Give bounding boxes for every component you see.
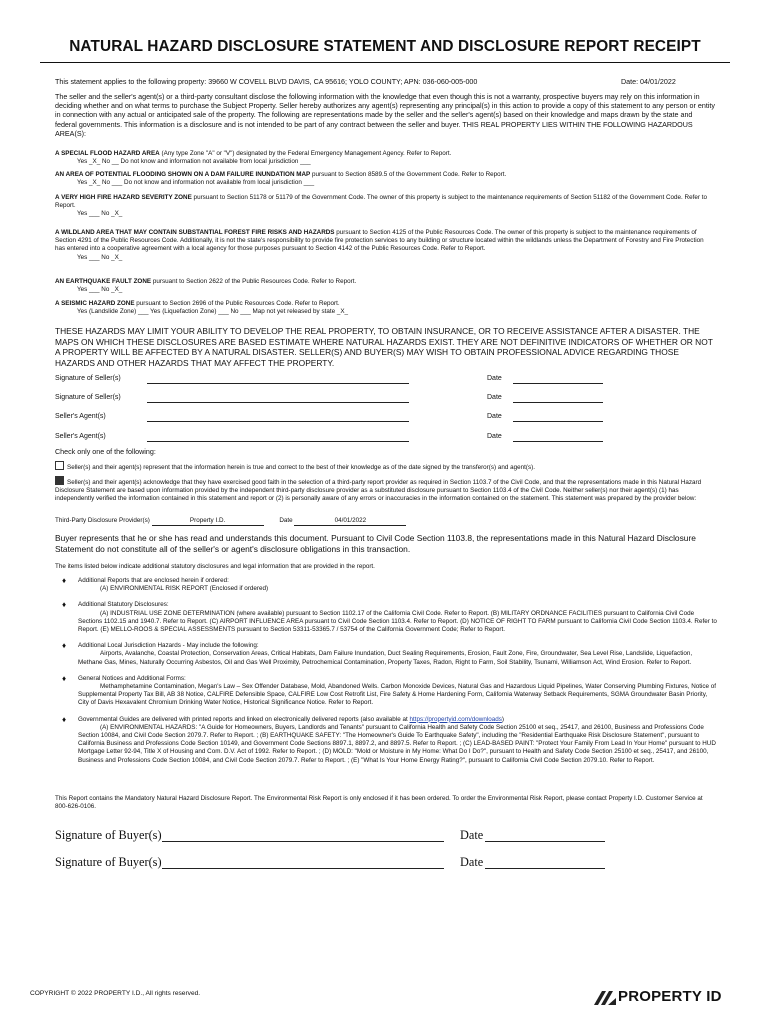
hazard-fire-text: pursuant to Section 51178 or 51179 of the Government Code. The owner of this property is subject to the maintenance requirements of Section 51182 of the Government Code. Refer to Report. bbox=[55, 194, 707, 210]
property-line bbox=[55, 78, 715, 87]
option-1-checkbox[interactable] bbox=[55, 461, 64, 470]
option-1-text: Seller(s) and their agent(s) represent that the information herein is true and correct to the best of their knowledge as of the date signed by the transferor(s) and agent(s). bbox=[67, 464, 535, 471]
option-2-text: Seller(s) and their agent(s) acknowledge that they have exercised good faith in the selection of a third-party report provider as required in Section 1103.7 of the Civil Code, and that the representations made in this Natural Hazard Disclosure Statement are based upon information provided by the independent third-party disclosure provider as a substituted disclosure pursuant to Section 1103.4 of the Civil Code. Neither seller(s) nor their agent(s) (1) has independently verified the information contained in this statement and report or (2) is personally aware of any errors or inaccuracies in the information contained on the statement. This statement was prepared by the provider below: bbox=[55, 479, 702, 503]
buyer-signature-label: Signature of Buyer(s) bbox=[55, 855, 162, 869]
signature-label: Seller's Agent(s) bbox=[55, 413, 106, 420]
provider-label: Third-Party Disclosure Provider(s) bbox=[55, 517, 150, 524]
list-item-head: Additional Reports that are enclosed herein if ordered: bbox=[78, 577, 229, 584]
hazard-flood-heading: A SPECIAL FLOOD HAZARD AREA bbox=[55, 150, 160, 157]
buyer-date-line[interactable] bbox=[485, 841, 605, 842]
list-item-body: (A) ENVIRONMENTAL HAZARDS: "A Guide for Homeowners, Buyers, Landlords and Tenants" pursuant to California Health and Safety Code Section 25100 et seq., 25417, and 26100, Business and Professions Code Section 10084, and Civil Code Section 2079.7. Refer to Report. ; (B) EARTHQUAKE SAFETY: "The Homeowner's Guide To Earthquake Safety", including the "Residential Earthquake Risk Disclosure Statement", pursuant to California Business and Professions Code Section 10149, and Government Code Sections 8897.1, 8897.2, and 8897.5. Refer to Report. ; (C) LEAD-BASED PAINT: "Protect Your Family From Lead In Your Home" pursuant to HUD Mortgage Letter 92-94, Title X of Housing and Com. D.V. Act of 1992. Refer to Report. ; (D) MOLD: "Mold or Moisture in My Home: What Do I Do?", pursuant to Health and Safety Code Section 25100 et seq., 25417, and 26100, Business and Professions Code Section 10084, and Civil Code Section 2079.7. Refer to Report. ; (E) "What Is Your Home Energy Rating?", pursuant to California Civil Code Section 2079.10. Refer to Report. bbox=[78, 723, 716, 764]
option-2 bbox=[55, 476, 715, 504]
hazard-dam-answer: Yes _X_ No ___ Do not know and information not available from local jurisdiction ___ bbox=[77, 179, 315, 187]
hazard-flood bbox=[55, 150, 715, 166]
list-item-head-end: ) bbox=[501, 715, 504, 723]
hazard-wildland-heading: A WILDLAND AREA THAT MAY CONTAIN SUBSTANTIAL FOREST FIRE RISKS AND HAZARDS bbox=[55, 229, 335, 236]
list-item bbox=[62, 673, 718, 708]
buyer-signature-line[interactable] bbox=[162, 868, 444, 869]
hazard-seismic bbox=[55, 300, 715, 316]
hazard-earthquake-answer: Yes ___ No _X_ bbox=[77, 286, 123, 294]
list-item-head: Governmental Guides are delivered with printed reports and linked on electronically delivered reports (also available at bbox=[78, 715, 410, 723]
buyer-statement: Buyer represents that he or she has read and understands this document. Pursuant to Civil Code Section 1103.8, the representations made in this Natural Hazard Disclosure Statement do not constitute all of the seller's or agent's disclosure obligations in this transaction. bbox=[55, 533, 696, 554]
bullet-icon: ♦ bbox=[62, 714, 67, 724]
bullet-list bbox=[62, 576, 718, 765]
hazard-flood-text: (Any type Zone "A" or "V") designated by the Federal Emergency Management Agency. Refer to Report. bbox=[159, 150, 452, 157]
buyer-date-label: Date bbox=[460, 855, 484, 869]
list-item bbox=[62, 576, 718, 593]
check-one-label: Check only one of the following: bbox=[55, 448, 156, 456]
date-label: Date bbox=[487, 394, 502, 401]
hazard-dam bbox=[55, 171, 715, 187]
option-2-checkbox[interactable] bbox=[55, 476, 64, 485]
signature-label: Seller's Agent(s) bbox=[55, 433, 106, 440]
list-item bbox=[62, 600, 718, 634]
hazard-dam-heading: AN AREA OF POTENTIAL FLOODING SHOWN ON A DAM FAILURE INUNDATION MAP bbox=[55, 171, 311, 178]
downloads-link[interactable]: https://propertyid.com/downloads bbox=[409, 715, 502, 723]
bullet-icon: ♦ bbox=[62, 576, 67, 585]
page-title: NATURAL HAZARD DISCLOSURE STATEMENT AND DISCLOSURE REPORT RECEIPT bbox=[69, 38, 701, 55]
date-line[interactable] bbox=[513, 421, 603, 422]
list-item-head: Additional Statutory Disclosures: bbox=[78, 601, 169, 609]
signature-line[interactable] bbox=[147, 383, 409, 384]
list-item-body: Methamphetamine Contamination, Megan's Law – Sex Offender Database, Mold, Abandoned Wells. Carbon Monoxide Devices, Natural Gas and Hazardous Liquid Pipelines, Water Conserving Plumbing Fixtures, Notice of Supplemental Property Tax Bill, AB 38 Notice, CALFIRE Defensible Space, CALFIRE Low Cost Retrofit List, Fire Safety & Home Hardening Form, California Waterway Setback Requirements, SGMA Groundwater Basin Priority, City of Davis Hexavalent Chromium Drinking Water Notice, Historical Significance Notice. Refer to Report. bbox=[78, 683, 717, 707]
hazard-wildland bbox=[55, 229, 715, 262]
buyer-signature-label: Signature of Buyer(s) bbox=[55, 828, 162, 842]
provider-name: Property I.D. bbox=[152, 517, 264, 526]
signature-label: Signature of Seller(s) bbox=[55, 394, 121, 401]
signature-row-buyer-1 bbox=[55, 828, 715, 843]
bullet-icon: ♦ bbox=[62, 673, 67, 683]
date-line[interactable] bbox=[513, 402, 603, 403]
items-intro: The items listed below indicate additional statutory disclosures and legal information that are provided in the report. bbox=[55, 563, 375, 570]
caps-warning: THESE HAZARDS MAY LIMIT YOUR ABILITY TO DEVELOP THE REAL PROPERTY, TO OBTAIN INSURANCE, OR TO RECEIVE ASSISTANCE AFTER A DISASTER. THE MAPS ON WHICH THESE DISCLOSURES ARE BASED ESTIMATE WHERE NATURAL HAZARDS EXIST. THEY ARE NOT DEFINITIVE INDICATORS OF WHETHER OR NOT A PROPERTY WILL BE AFFECTED BY A NATURAL DISASTER. SELLER(S) AND BUYER(S) MAY WISH TO OBTAIN PROFESSIONAL ADVICE REGARDING THOSE HAZARDS AND OTHER HAZARDS THAT MAY AFFECT THE PROPERTY. bbox=[55, 326, 713, 368]
signature-line[interactable] bbox=[147, 441, 409, 442]
list-item-head: Additional Local Jurisdiction Hazards - May include the following: bbox=[78, 642, 259, 650]
bullet-icon: ♦ bbox=[62, 641, 67, 651]
property-address: This statement applies to the following property: 39660 W COVELL BLVD DAVIS, CA 95616; YOLO COUNTY; APN: 036-060-005-000 bbox=[55, 78, 478, 86]
list-item-body: (A) INDUSTRIAL USE ZONE DETERMINATION (where available) pursuant to Section 1102.17 of the California Civil Code. Refer to Report. (B) MILITARY ORDNANCE FACILITIES pursuant to California Civil Code Sections 1102.15 and 1940.7. Refer to Report. (C) AIRPORT INFLUENCE AREA pursuant to Civil Code Section 1103.4. Refer to Report. (D) NOTICE OF RIGHT TO FARM pursuant to California Civil Code Section 1103.4. Refer to Report. (E) MELLO-ROOS & SPECIAL ASSESSMENTS pursuant to Section 53311-53365.7 / 53754 of the California Government Code; Refer to Report. bbox=[78, 609, 717, 634]
buyer-date-label: Date bbox=[460, 828, 484, 842]
signature-label: Signature of Seller(s) bbox=[55, 375, 121, 382]
list-item bbox=[62, 641, 718, 667]
bullet-icon: ♦ bbox=[62, 600, 67, 610]
provider-date-label: Date bbox=[279, 517, 293, 524]
hazard-flood-answer: Yes _X_ No __ Do not know and information not available from local jurisdiction ___ bbox=[77, 158, 311, 166]
hazard-earthquake bbox=[55, 278, 715, 294]
date-label: Date bbox=[487, 375, 502, 382]
signature-row-buyer-2 bbox=[55, 855, 715, 870]
date-line[interactable] bbox=[513, 383, 603, 384]
buyer-signature-line[interactable] bbox=[162, 841, 444, 842]
report-note: This Report contains the Mandatory Natural Hazard Disclosure Report. The Environmental Risk Report is only enclosed if it has been ordered. To order the Environmental Risk Report, please contact Property I.D. Customer Service at 800-626-0106. bbox=[55, 795, 703, 811]
buyer-date-line[interactable] bbox=[485, 868, 605, 869]
hazard-dam-text: pursuant to Section 8589.5 of the Government Code. Refer to Report. bbox=[310, 171, 507, 178]
list-item-body: Airports, Avalanche, Coastal Protection, Conservation Areas, Critical Habitats, Dam Failure Inundation, Duct Sealing Requirements, Erosion, Fault Zone, Fire, Groundwater, Sea Level Rise, Landslide, Liquefaction, Methane Gas, Mines, Naturally Occurring Asbestos, Oil and Gas Well Proximity, Petrochemical Contamination, Property Taxes, Radon, Right to Farm, Soil Stability, Tsunami, Williamson Act, Wind Erosion. Refer to Report. bbox=[78, 650, 693, 666]
date-line[interactable] bbox=[513, 441, 603, 442]
hazard-seismic-answer: Yes (Landslide Zone) ___ Yes (Liquefaction Zone) ___ No ___ Map not yet released by state _X_ bbox=[77, 308, 349, 316]
property-date: Date: 04/01/2022 bbox=[621, 78, 676, 86]
property-id-logo bbox=[594, 988, 744, 1008]
option-1 bbox=[55, 461, 715, 472]
hazard-fire-answer: Yes ___ No _X_ bbox=[77, 210, 123, 218]
signature-line[interactable] bbox=[147, 402, 409, 403]
hazard-seismic-text: pursuant to Section 2696 of the Public Resources Code. Refer to Report. bbox=[134, 300, 340, 307]
hazard-seismic-heading: A SEISMIC HAZARD ZONE bbox=[55, 300, 135, 307]
list-item bbox=[62, 714, 718, 765]
hazard-wildland-text: pursuant to Section 4125 of the Public Resources Code. The owner of this property is subject to the maintenance requirements of Section 4291 of the Public Resources Code. Additionally, it is not the state's responsibility to provide fire protection services to any building or structure located within the wildlands unless the Department of Forestry and Fire Protection has entered into a cooperative agreement with a local agency for those purposes pursuant to Section 4142 of the Public Resources Code. Refer to Report. bbox=[55, 229, 704, 253]
hazard-fire-heading: A VERY HIGH FIRE HAZARD SEVERITY ZONE bbox=[55, 194, 192, 201]
hazard-fire bbox=[55, 194, 715, 219]
copyright-footer: COPYRIGHT © 2022 PROPERTY I.D., All rights reserved. bbox=[30, 990, 201, 997]
date-label: Date bbox=[487, 413, 502, 420]
hazard-wildland-answer: Yes ___ No _X_ bbox=[77, 253, 123, 261]
provider-date: 04/01/2022 bbox=[294, 517, 406, 526]
intro-paragraph: The seller and the seller's agent(s) or a third-party consultant disclose the following information with the knowledge that even though this is not a warranty, prospective buyers may rely on this information in deciding whether and on what terms to purchase the Subject Property. Seller hereby authorizes any agent(s) representing any principal(s) in this action to provide a copy of this statement to any person or entity in connection with any actual or anticipated sale of the property. The following are representations made by the seller and the seller's agent(s) based on their knowledge and maps drawn by the state and federal governments. This information is a disclosure and is not intended to be part of any contract between the seller and buyer. THIS REAL PROPERTY LIES WITHIN THE FOLLOWING HAZARDOUS AREA(S): bbox=[55, 93, 715, 138]
hazard-earthquake-text: pursuant to Section 2622 of the Public Resources Code. Refer to Report. bbox=[151, 278, 357, 285]
date-label: Date bbox=[487, 433, 502, 440]
list-item-body: (A) ENVIRONMENTAL RISK REPORT (Enclosed if ordered) bbox=[100, 585, 269, 593]
hazard-earthquake-heading: AN EARTHQUAKE FAULT ZONE bbox=[55, 278, 152, 285]
title-rule bbox=[40, 62, 730, 63]
property-id-logo-icon bbox=[594, 991, 616, 1005]
provider-line bbox=[55, 517, 715, 526]
list-item-head: General Notices and Additional Forms: bbox=[78, 674, 186, 682]
signature-line[interactable] bbox=[147, 421, 409, 422]
logo-text: PROPERTY ID bbox=[618, 988, 722, 1005]
